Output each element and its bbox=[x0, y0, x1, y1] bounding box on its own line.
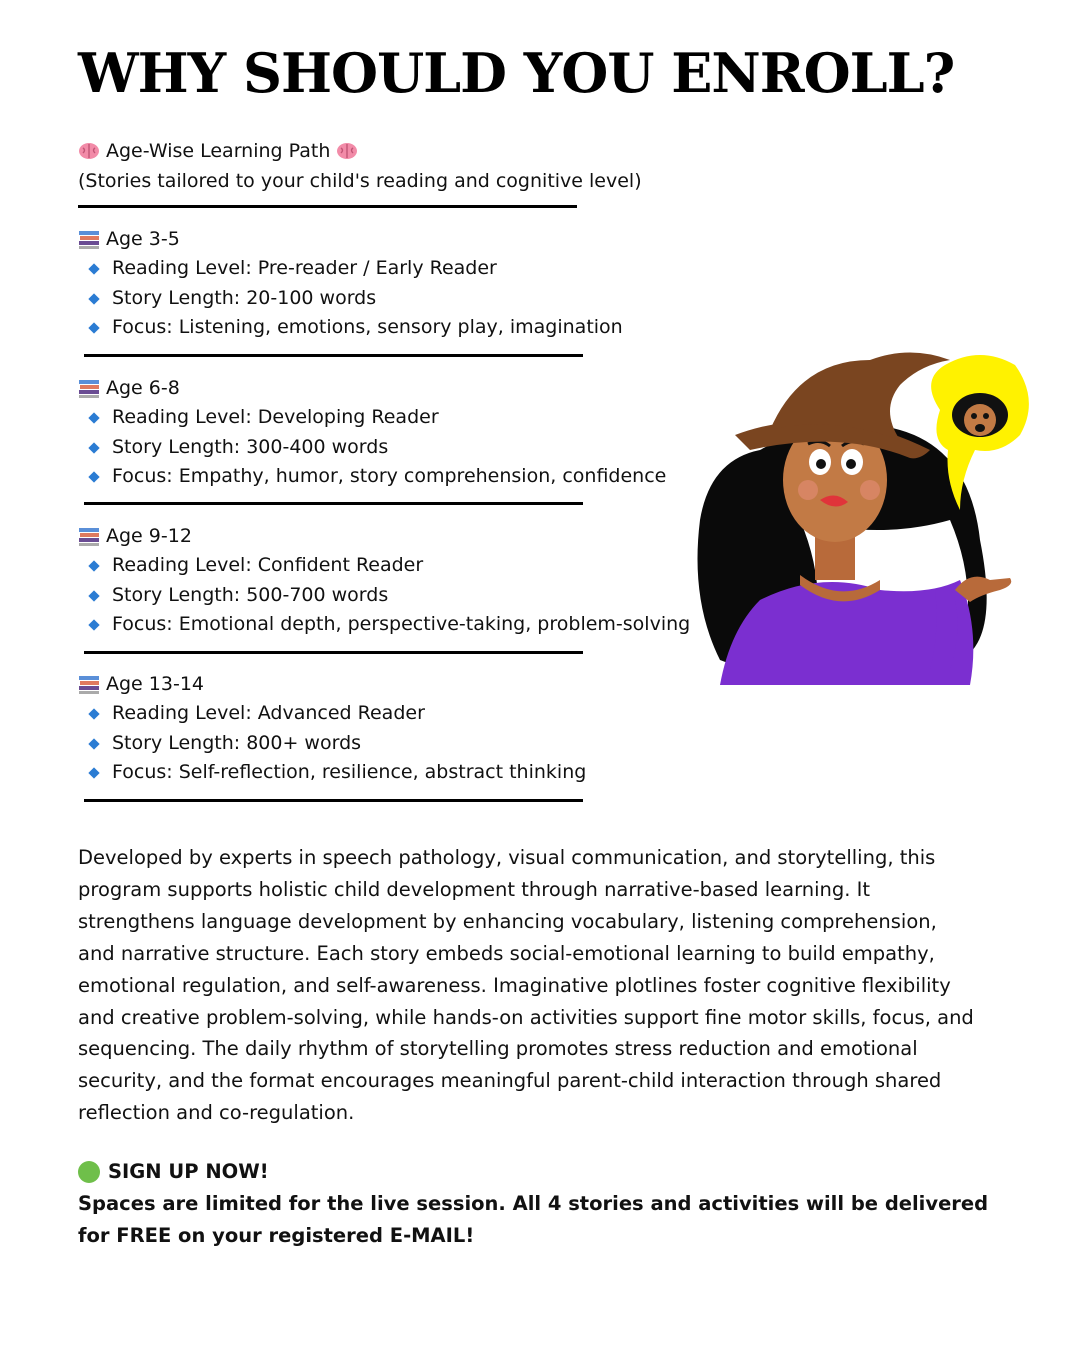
signup-heading: SIGN UP NOW! bbox=[108, 1160, 269, 1183]
list-item: Focus: Listening, emotions, sensory play, imagination bbox=[78, 313, 623, 343]
diamond-bullet-icon bbox=[88, 263, 99, 274]
books-icon bbox=[78, 229, 100, 249]
age-group-label: Age 9-12 bbox=[106, 525, 192, 547]
signup-body: Spaces are limited for the live session. All 4 stories and activities will be delivered for FREE on your registered E-MAIL! bbox=[78, 1192, 989, 1247]
books-icon bbox=[78, 526, 100, 546]
divider bbox=[84, 502, 583, 505]
brain-icon bbox=[336, 142, 358, 160]
diamond-bullet-icon bbox=[88, 412, 99, 423]
list-item: Story Length: 300-400 words bbox=[78, 433, 666, 463]
diamond-bullet-icon bbox=[88, 323, 99, 334]
age-group-label: Age 6-8 bbox=[106, 377, 180, 399]
divider bbox=[84, 799, 583, 802]
list-item: Focus: Empathy, humor, story comprehension, confidence bbox=[78, 462, 666, 492]
divider bbox=[78, 205, 577, 208]
age-group-13-14 bbox=[78, 669, 586, 788]
age-group-3-5 bbox=[78, 224, 623, 343]
program-description: Developed by experts in speech pathology, visual communication, and storytelling, this program supports holistic child development through narrative-based learning. It strengthens language development by enhancing vocabulary, listening comprehension, and narrative structure. Each story embeds social-emotional learning to build empathy, emotional regulation, and self-awareness. Imaginative plotlines foster cognitive flexibility and creative problem-solving, while hands-on activities support fine motor skills, focus, and sequencing. The daily rhythm of storytelling promotes stress reduction and emotional security, and the format encourages meaningful parent-child interaction through shared reflection and co-regulation. bbox=[78, 846, 974, 1125]
diamond-bullet-icon bbox=[88, 590, 99, 601]
list-item: Story Length: 500-700 words bbox=[78, 581, 690, 611]
diamond-bullet-icon bbox=[88, 293, 99, 304]
learning-path-label: Age-Wise Learning Path bbox=[106, 140, 331, 162]
list-item: Story Length: 800+ words bbox=[78, 729, 586, 759]
diamond-bullet-icon bbox=[88, 442, 99, 453]
diamond-bullet-icon bbox=[88, 708, 99, 719]
list-item: Reading Level: Advanced Reader bbox=[78, 699, 586, 729]
divider bbox=[84, 651, 583, 654]
page-title: WHY SHOULD YOU ENROLL? bbox=[78, 41, 955, 105]
diamond-bullet-icon bbox=[88, 472, 99, 483]
diamond-bullet-icon bbox=[88, 560, 99, 571]
list-item: Story Length: 20-100 words bbox=[78, 284, 623, 314]
age-group-9-12 bbox=[78, 521, 690, 640]
list-item: Focus: Emotional depth, perspective-taking, problem-solving bbox=[78, 610, 690, 640]
list-item: Reading Level: Confident Reader bbox=[78, 551, 690, 581]
learning-path-subtitle: (Stories tailored to your child's reading and cognitive level) bbox=[78, 170, 642, 192]
divider bbox=[84, 354, 583, 357]
diamond-bullet-icon bbox=[88, 738, 99, 749]
list-item: Focus: Self-reflection, resilience, abstract thinking bbox=[78, 758, 586, 788]
diamond-bullet-icon bbox=[88, 768, 99, 779]
brain-icon bbox=[78, 142, 100, 160]
list-item: Reading Level: Pre-reader / Early Reader bbox=[78, 254, 623, 284]
list-item: Reading Level: Developing Reader bbox=[78, 403, 666, 433]
diamond-bullet-icon bbox=[88, 620, 99, 631]
age-group-label: Age 13-14 bbox=[106, 673, 204, 695]
books-icon bbox=[78, 674, 100, 694]
signup-callout bbox=[78, 1156, 998, 1252]
books-icon bbox=[78, 378, 100, 398]
witch-illustration bbox=[680, 340, 1040, 690]
learning-path-header bbox=[78, 136, 642, 196]
age-group-label: Age 3-5 bbox=[106, 228, 180, 250]
age-group-6-8 bbox=[78, 373, 666, 492]
green-circle-icon bbox=[78, 1161, 100, 1183]
